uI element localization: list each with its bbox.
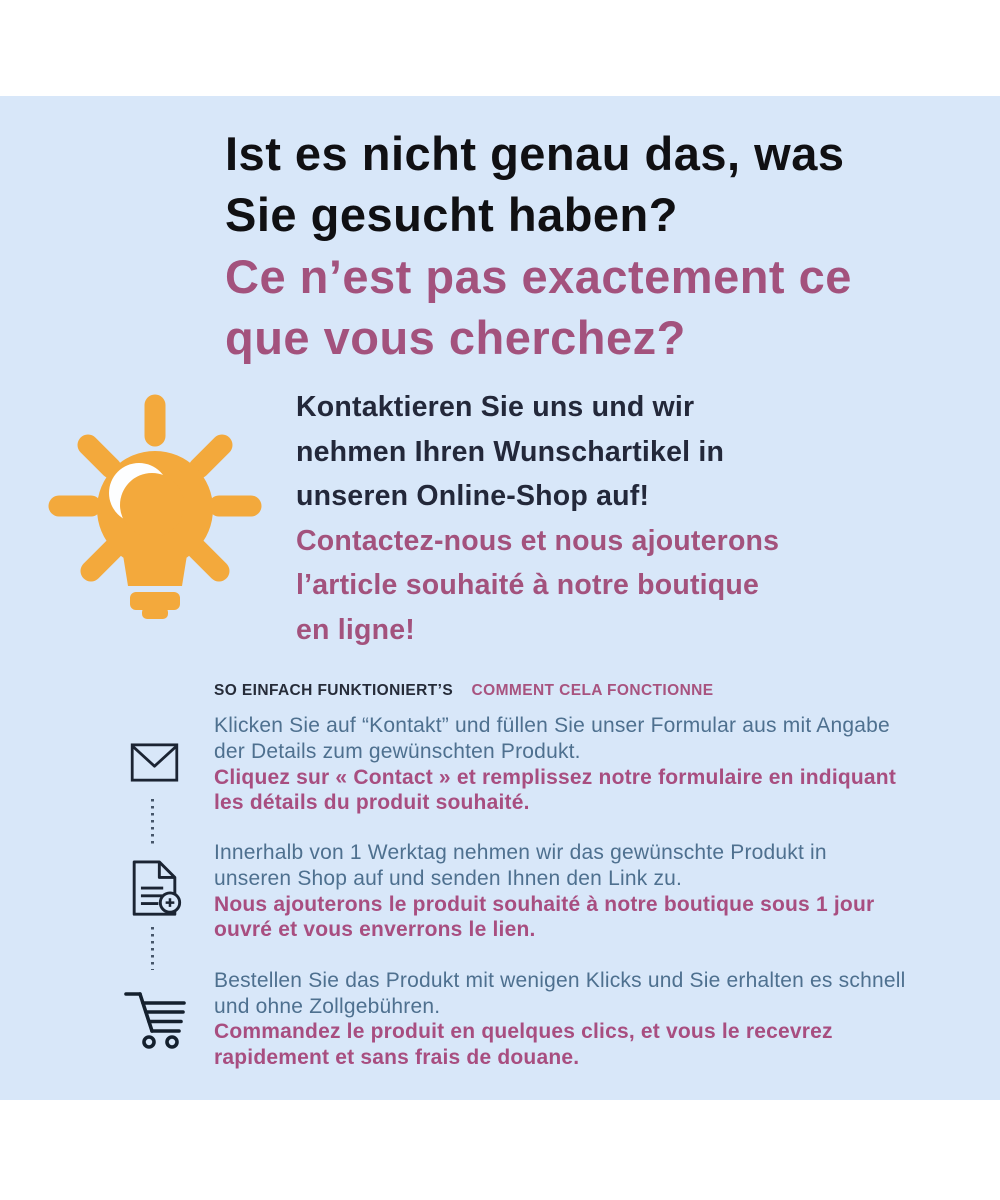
how-it-works-title-de: SO EINFACH FUNKTIONIERT’S bbox=[214, 682, 454, 699]
step3-fr-line1: Commandez le produit en quelques clics, et vous le recevrez bbox=[214, 1020, 833, 1044]
intro-de-line1: Kontaktieren Sie uns und wir bbox=[296, 391, 695, 423]
step1-fr-line2: les détails du produit souhaité. bbox=[214, 791, 530, 814]
dotted-connector bbox=[151, 927, 154, 970]
intro-de-line3: unseren Online-Shop auf! bbox=[296, 480, 650, 512]
intro-fr-line3: en ligne! bbox=[296, 613, 415, 646]
cart-icon bbox=[121, 987, 189, 1049]
step3-de-line1: Bestellen Sie das Produkt mit wenigen Klicks und Sie erhalten es schnell bbox=[214, 968, 906, 992]
how-it-works-header bbox=[214, 682, 714, 700]
intro-fr-line1: Contactez-nous et nous ajouterons bbox=[296, 524, 780, 557]
step2-fr-line1: Nous ajouterons le produit souhaité à notre boutique sous 1 jour bbox=[214, 893, 875, 916]
step1-fr-line1: Cliquez sur « Contact » et remplissez notre formulaire en indiquant bbox=[214, 765, 897, 789]
lightbulb-icon bbox=[45, 394, 265, 619]
dotted-connector bbox=[151, 799, 154, 844]
steps-list bbox=[214, 713, 954, 1070]
step2-fr-line2: ouvré et vous enverrons le lien. bbox=[214, 918, 536, 942]
headline-fr-line2: que vous cherchez? bbox=[225, 311, 686, 364]
step-order bbox=[214, 968, 954, 1070]
step2-de-line2: unseren Shop auf und senden Ihnen den Link zu. bbox=[214, 867, 683, 891]
headline-de-line1: Ist es nicht genau das, was bbox=[225, 127, 845, 180]
step1-de-line2: der Details zum gewünschten Produkt. bbox=[214, 739, 581, 763]
step2-de-line1: Innerhalb von 1 Werktag nehmen wir das gewünschte Produkt in bbox=[214, 841, 827, 865]
intro-text bbox=[296, 385, 896, 652]
headline bbox=[225, 123, 945, 368]
headline-fr-line1: Ce n’est pas exactement ce bbox=[225, 250, 852, 303]
how-it-works-title-fr: COMMENT CELA FONCTIONNE bbox=[471, 682, 714, 699]
intro-fr-line2: l’article souhaité à notre boutique bbox=[296, 569, 760, 601]
step3-de-line2: und ohne Zollgebühren. bbox=[214, 994, 441, 1018]
envelope-icon bbox=[130, 743, 179, 782]
intro-de-line2: nehmen Ihren Wunschartikel in bbox=[296, 435, 725, 468]
step1-de-line1: Klicken Sie auf “Kontakt” und füllen Sie unser Formular aus mit Angabe bbox=[214, 714, 890, 737]
step-add-product bbox=[214, 840, 954, 942]
headline-de-line2: Sie gesucht haben? bbox=[225, 188, 678, 241]
document-plus-icon bbox=[126, 860, 183, 920]
step-contact bbox=[214, 713, 954, 815]
step3-fr-line2: rapidement et sans frais de douane. bbox=[214, 1045, 580, 1069]
